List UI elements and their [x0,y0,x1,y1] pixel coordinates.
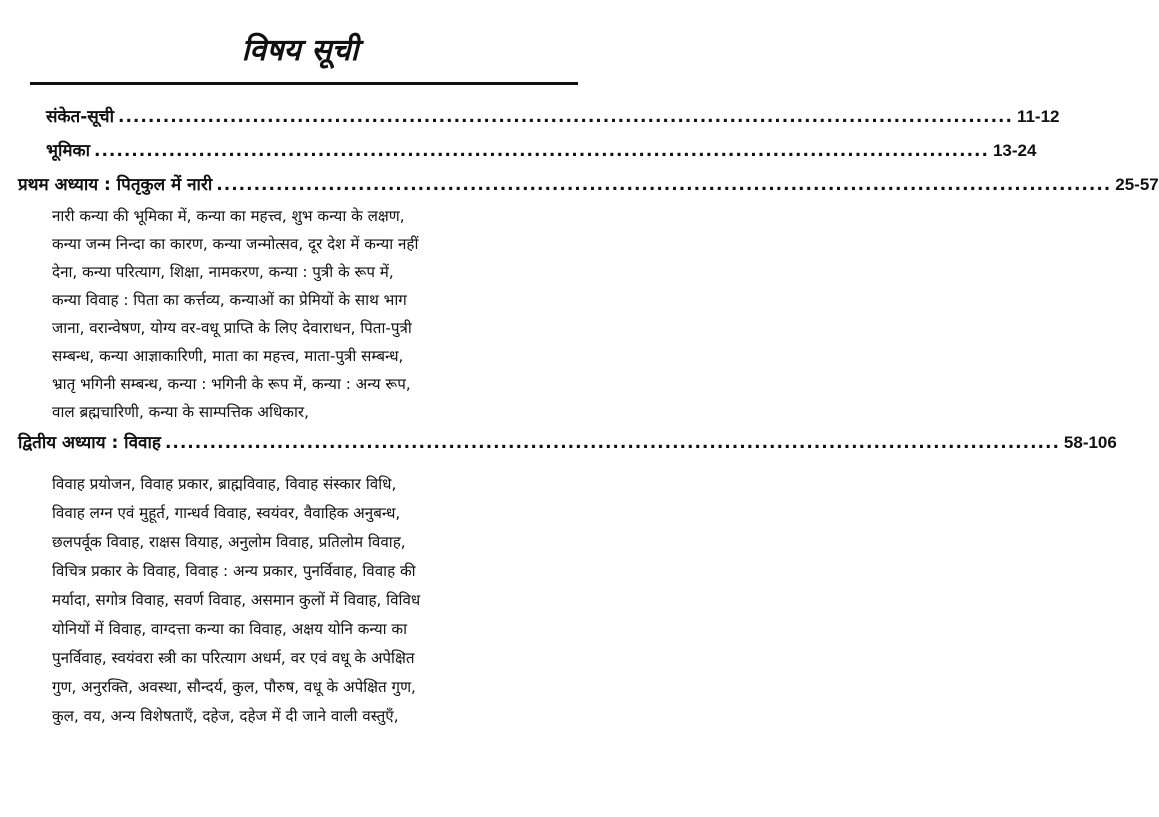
topic-line: मर्यादा, सगोत्र विवाह, सवर्ण विवाह, असमान कुलों में विवाह, विविध [52,591,421,609]
toc-entry-chapter-2[interactable] [18,426,1117,460]
title-divider [30,82,578,85]
topic-line: देना, कन्या परित्याग, शिक्षा, नामकरण, कन्या : पुत्री के रूप में, [52,263,394,281]
topic-line: गुण, अनुरक्ति, अवस्था, सौन्दर्य, कुल, पौरुष, वधू के अपेक्षित गुण, [52,678,416,696]
toc-entry-label: संकेत-सूची [46,107,114,127]
chapter-1-topics [18,202,582,426]
toc-entry-bhumika[interactable] [18,134,1037,168]
toc-entry-page: 11-12 [1016,107,1060,126]
toc-entry-page: 25-57 [1115,175,1159,194]
chapter-2-topics [18,470,582,731]
toc-entry-sanket-suchi[interactable] [18,100,1060,134]
leader-dots: ........................................................................................................................ [216,175,1112,195]
toc-entry-chapter-1[interactable] [18,168,1159,202]
topic-line: नारी कन्या की भूमिका में, कन्या का महत्त्व, शुभ कन्या के लक्षण, [52,207,405,225]
topic-line: कन्या विवाह : पिता का कर्त्तव्य, कन्याओं का प्रेमियों के साथ भाग [52,291,407,309]
topic-line: विवाह लग्न एवं मुहूर्त, गान्धर्व विवाह, स्वयंवर, वैवाहिक अनुबन्ध, [52,504,401,522]
topic-line: विवाह प्रयोजन, विवाह प्रकार, ब्राह्मविवाह, विवाह संस्कार विधि, [52,475,397,493]
toc-entry-label: भूमिका [46,141,90,161]
topic-line: सम्बन्ध, कन्या आज्ञाकारिणी, माता का महत्त्व, माता-पुत्री सम्बन्ध, [52,347,404,365]
topic-line: योनियों में विवाह, वाग्दत्ता कन्या का विवाह, अक्षय योनि कन्या का [52,620,408,638]
topic-line: जाना, वरान्वेषण, योग्य वर-वधू प्राप्ति के लिए देवाराधन, पिता-पुत्री [52,319,412,337]
topic-line: छलपर्वूक विवाह, राक्षस वियाह, अनुलोम विवाह, प्रतिलोम विवाह, [52,533,406,551]
toc-entry-label: प्रथम अध्याय : पितृकुल में नारी [18,175,213,195]
toc-entry-label: द्वितीय अध्याय : विवाह [18,433,161,453]
topic-line: वाल ब्रह्मचारिणी, कन्या के साम्पत्तिक अधिकार, [52,403,309,421]
topic-line: कन्या जन्म निन्दा का कारण, कन्या जन्मोत्सव, दूर देश में कन्या नहीं [52,235,419,253]
topic-line: कुल, वय, अन्य विशेषताएँ, दहेज, दहेज में दी जाने वाली वस्तुएँ, [52,707,399,725]
table-of-contents [18,100,1159,731]
topic-line: भ्रातृ भगिनी सम्बन्ध, कन्या : भगिनी के रूप में, कन्या : अन्य रूप, [52,375,411,393]
leader-dots: ........................................................................................................................ [117,107,1013,127]
toc-entry-page: 58-106 [1063,433,1117,452]
page-title: विषय सूची [241,33,359,68]
leader-dots: ........................................................................................................................ [164,433,1060,453]
toc-entry-page: 13-24 [992,141,1037,160]
topic-line: विचित्र प्रकार के विवाह, विवाह : अन्य प्रकार, पुनर्विवाह, विवाह की [52,562,416,580]
topic-line: पुनर्विवाह, स्वयंवरा स्त्री का परित्याग अधर्म, वर एवं वधू के अपेक्षित [52,649,415,667]
leader-dots: ........................................................................................................................ [93,141,989,161]
